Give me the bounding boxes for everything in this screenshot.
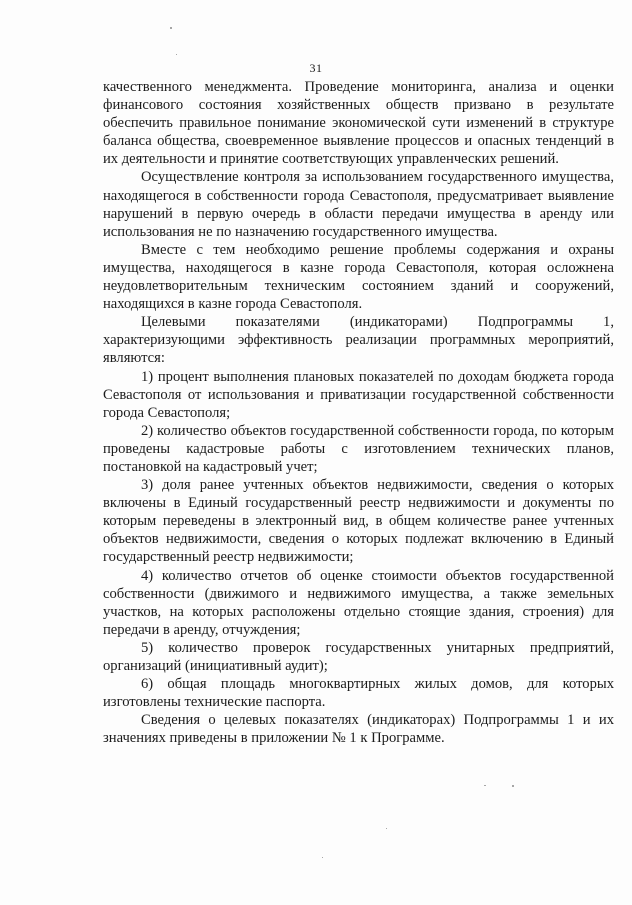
paragraph-treasury-property: Вместе с тем необходимо решение проблемы содержания и охраны имущества, находящегося в казне города Севастополя, которая осложнена неудовлетворительным техническим состоянием зданий и сооружений, находящихся в казне города Севастополя. — [103, 241, 614, 313]
scan-speck — [322, 857, 323, 858]
paragraph-property-control: Осуществление контроля за использованием государственного имущества, находящегося в собственности города Севастополя, предусматривает выявление нарушений в первую очередь в области передачи имущества в аренду или использования не по назначению государственного имущества. — [103, 169, 614, 240]
paragraph-indicators-appendix-reference: Сведения о целевых показателях (индикаторах) Подпрограммы 1 и их значениях приведены в приложении № 1 к Программе. — [103, 712, 614, 747]
list-item-indicator-2: 2) количество объектов государственной собственности города, по которым проведены кадастровые работы с изготовлением технических планов, постановкой на кадастровый учет; — [103, 422, 614, 475]
list-item-indicator-1: 1) процент выполнения плановых показателей по доходам бюджета города Севастополя от использования и приватизации государственной собственности города Севастополя; — [103, 368, 614, 421]
list-item-indicator-3: 3) доля ранее учтенных объектов недвижимости, сведения о которых включены в Единый государственный реестр недвижимости и документы по которым переведены в электронный вид, в общем количестве ранее учтенных объектов недвижимости, сведения о которых подлежат включению в Единый государственный реестр недвижимости; — [103, 477, 614, 566]
scan-speck — [176, 54, 177, 55]
list-item-indicator-6: 6) общая площадь многоквартирных жилых домов, для которых изготовлены технические паспорта. — [103, 676, 614, 711]
list-item-indicator-4: 4) количество отчетов об оценке стоимости объектов государственной собственности (движимого и недвижимого имущества, а также земельных участков, на которых расположены отдельно стоящие здания, строения) для передачи в аренду, отчуждения; — [103, 567, 614, 638]
list-item-indicator-5: 5) количество проверок государственных унитарных предприятий, организаций (инициативный аудит); — [103, 639, 614, 674]
scan-speck — [484, 785, 486, 786]
body-text — [103, 78, 614, 747]
scan-speck — [512, 785, 514, 787]
page-number: 31 — [309, 61, 323, 75]
scan-speck — [386, 828, 387, 829]
paragraph-target-indicators-intro: Целевыми показателями (индикаторами) Подпрограммы 1, характеризующими эффективность реализации программных мероприятий, являются: — [103, 314, 614, 367]
scan-speck — [170, 27, 172, 29]
paragraph-management-continuation: качественного менеджмента. Проведение мониторинга, анализа и оценки финансового состояния хозяйственных обществ призвано в результате обеспечить правильное понимание экономической сути изменений в структуре баланса общества, своевременное выявление процессов и опасных тенденций в их деятельности и принятие соответствующих управленческих решений. — [103, 79, 614, 168]
